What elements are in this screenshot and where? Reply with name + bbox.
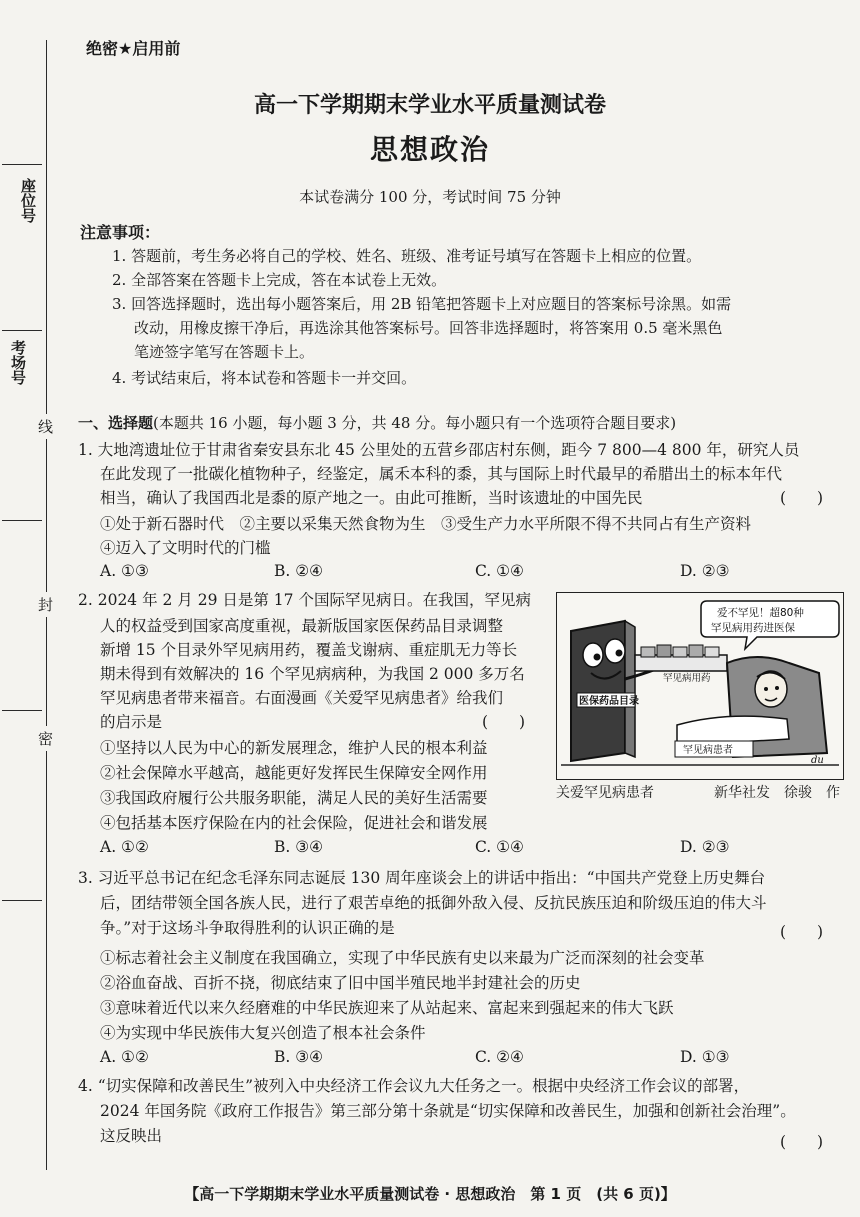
q1-choice-a: A. ①③ (100, 562, 149, 580)
room-label: 考场号 (9, 340, 27, 385)
q3-choice-c: C. ②④ (475, 1048, 524, 1066)
section-title: 一、选择题 (78, 414, 154, 432)
exam-meta: 本试卷满分 100 分，考试时间 75 分钟 (299, 188, 561, 206)
cartoon-caption-credit: 新华社发 徐骏 作 (714, 785, 840, 801)
q1-options: ①处于新石器时代 ②主要以采集天然食物为生 ③受生产力水平所限不得不共同占有生产资料 (100, 515, 752, 533)
subject-title: 思想政治 (369, 133, 490, 166)
notice-item: 笔迹签字笔写在答题卡上。 (134, 343, 315, 361)
q4-answer-paren: ( ) (780, 1133, 824, 1151)
cut-seal-label: 封 (38, 592, 53, 617)
q2-choice-c: C. ①④ (475, 838, 524, 856)
q4-line: 2024 年国务院《政府工作报告》第三部分第十条就是“切实保障和改善民生，加强和创新社会治理”。 (100, 1102, 796, 1120)
q4-line: 4. “切实保障和改善民生”被列入中央经济工作会议九大任务之一。根据中央经济工作会议的部署， (78, 1077, 750, 1095)
q2-line: 2. 2024 年 2 月 29 日是第 17 个国际罕见病日。在我国，罕见病 (78, 591, 531, 609)
q1-line: 1. 大地湾遗址位于甘肃省秦安县东北 45 公里处的五营乡邵店村东侧，距今 7 800—4 800 年，研究人员 (78, 441, 800, 459)
notice-item: 4. 考试结束后，将本试卷和答题卡一并交回。 (112, 369, 417, 387)
cartoon-image (556, 592, 844, 780)
exam-title: 高一下学期期末学业水平质量测试卷 (253, 92, 606, 118)
notice-item: 1. 答题前，考生务必将自己的学校、姓名、班级、准考证号填写在答题卡上相应的位置。 (112, 247, 702, 265)
q2-choice-b: B. ③④ (274, 838, 324, 856)
q2-line: 罕见病患者带来福音。右面漫画《关爱罕见病患者》给我们 (100, 689, 504, 707)
q1-choice-b: B. ②④ (274, 562, 324, 580)
seat-label: 座位号 (19, 178, 37, 223)
notice-item: 改动，用橡皮擦干净后，再选涂其他答案标号。回答非选择题时，将答案用 0.5 毫米黑色 (134, 319, 723, 337)
q2-line: 期未得到有效解决的 16 个罕见病病种，为我国 2 000 多万名 (100, 665, 525, 683)
q1-line: 在此发现了一批碳化植物种子，经鉴定，属禾本科的黍，其与国际上时代最早的希腊出土的标本年代 (100, 465, 783, 483)
q2-option: ③我国政府履行公共服务职能，满足人民的美好生活需要 (100, 789, 488, 807)
q3-option: ③意味着近代以来久经磨难的中华民族迎来了从站起来、富起来到强起来的伟大飞跃 (100, 999, 674, 1017)
q3-option: ②浴血奋战、百折不挠，彻底结束了旧中国半殖民地半封建社会的历史 (100, 974, 581, 992)
q3-choice-a: A. ①② (100, 1048, 149, 1066)
cartoon-bubble-line1: 爱不罕见！超80种 (717, 607, 804, 619)
cartoon-caption-title: 关爱罕见病患者 (556, 785, 654, 801)
q1-choice-c: C. ①④ (475, 562, 524, 580)
q2-option: ②社会保障水平越高，越能更好发挥民生保障安全网作用 (100, 764, 488, 782)
q2-answer-paren: ( ) (482, 713, 526, 731)
q3-line: 争。”对于这场斗争取得胜利的认识正确的是 (100, 919, 395, 937)
notice-heading: 注意事项： (80, 223, 161, 242)
notice-item: 3. 回答选择题时，选出每小题答案后，用 2B 铅笔把答题卡上对应题目的答案标号涂黑。如需 (112, 295, 732, 313)
cartoon-book-label: 医保药品目录 (579, 696, 639, 707)
q3-option: ①标志着社会主义制度在我国确立，实现了中华民族有史以来最为广泛而深刻的社会变革 (100, 949, 705, 967)
name-underline (2, 520, 42, 521)
cartoon-signature: du (811, 755, 824, 766)
q2-option: ④包括基本医疗保险在内的社会保险，促进社会和谐发展 (100, 814, 488, 832)
cartoon-patient-label: 罕见病患者 (683, 745, 733, 756)
q1-line: 相当，确认了我国西北是黍的原产地之一。由此可推断，当时该遗址的中国先民 (100, 489, 643, 507)
q3-line: 后，团结带领全国各族人民，进行了艰苦卓绝的抵御外敌入侵、反抗民族压迫和阶级压迫的伟大斗 (100, 894, 767, 912)
section-desc: (本题共 16 小题，每小题 3 分，共 48 分。每小题只有一个选项符合题目要求) (153, 414, 677, 432)
q2-line: 新增 15 个目录外罕见病用药，覆盖戈谢病、重症肌无力等长 (100, 641, 518, 659)
cut-dense-label: 密 (38, 726, 53, 751)
q2-choice-d: D. ②③ (680, 838, 730, 856)
cartoon-bubble-line2: 罕见病用药进医保 (711, 622, 795, 634)
cartoon-drawing (557, 593, 843, 779)
cartoon-tray-label: 罕见病用药 (663, 673, 711, 684)
q2-option: ①坚持以人民为中心的新发展理念，维护人民的根本利益 (100, 739, 488, 757)
class-underline (2, 710, 42, 711)
q2-choice-a: A. ①② (100, 838, 149, 856)
binding-margin (0, 0, 58, 1217)
q1-answer-paren: ( ) (780, 489, 824, 507)
q3-choice-b: B. ③④ (274, 1048, 324, 1066)
q2-line: 的启示是 (100, 713, 163, 731)
q3-option: ④为实现中华民族伟大复兴创造了根本社会条件 (100, 1024, 426, 1042)
q1-options: ④迈入了文明时代的门槛 (100, 539, 271, 557)
room-underline (2, 330, 42, 331)
q3-answer-paren: ( ) (780, 923, 824, 941)
q3-line: 3. 习近平总书记在纪念毛泽东同志诞辰 130 周年座谈会上的讲话中指出：“中国共产党登上历史舞台 (78, 869, 766, 887)
secret-label: 绝密★启用前 (86, 39, 181, 58)
q1-choice-d: D. ②③ (680, 562, 730, 580)
notice-item: 2. 全部答案在答题卡上完成，答在本试卷上无效。 (112, 271, 447, 289)
page-footer: 【高一下学期期末学业水平质量测试卷 · 思想政治 第 1 页 (共 6 页)】 (184, 1185, 676, 1203)
q2-line: 人的权益受到国家高度重视，最新版国家医保药品目录调整 (100, 617, 504, 635)
cut-line-label: 线 (38, 414, 53, 439)
q3-choice-d: D. ①③ (680, 1048, 730, 1066)
school-underline (2, 900, 42, 901)
q4-line: 这反映出 (100, 1127, 163, 1145)
section-heading (78, 412, 676, 433)
